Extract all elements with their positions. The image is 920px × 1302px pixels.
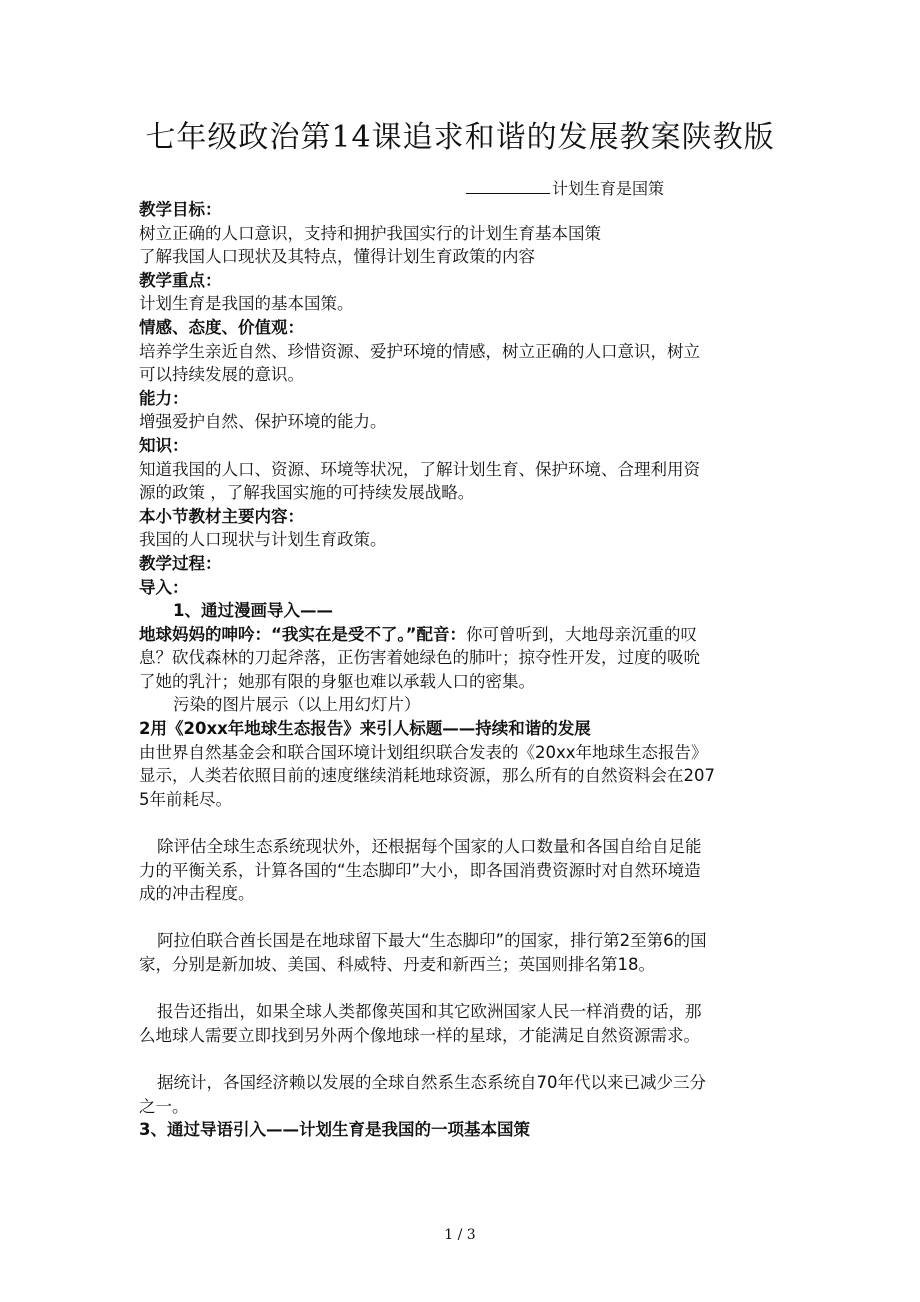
heading-process: 教学过程： <box>139 553 222 573</box>
page-number: 1 / 3 <box>444 1227 476 1243</box>
text-line: 之一。 <box>139 1096 189 1116</box>
heading-ability: 能力： <box>139 388 189 408</box>
text-line: 我国的人口现状与计划生育政策。 <box>139 530 387 550</box>
text-line: 计划生育是我国的基本国策。 <box>139 294 354 314</box>
text-line: 增强爱护自然、保护环境的能力。 <box>139 412 387 432</box>
text-line: 除评估全球生态系统现状外，还根据每个国家的人口数量和各国自给自足能 <box>157 837 702 857</box>
text-line: 树立正确的人口意识，支持和拥护我国实行的计划生育基本国策 <box>139 223 601 243</box>
step-2: 2用《20xx年地球生态报告》来引人标题——持续和谐的发展 <box>139 719 591 739</box>
subtitle-text: 计划生育是国策 <box>552 179 665 198</box>
heading-content: 本小节教材主要内容： <box>139 506 304 526</box>
text-line: 知道我国的人口、资源、环境等状况，了解计划生育、保护环境、合理利用资 <box>139 459 700 479</box>
text-line <box>139 623 779 647</box>
heading-knowledge: 知识： <box>139 435 189 455</box>
text-line: 培养学生亲近自然、珍惜资源、爱护环境的情感，树立正确的人口意识，树立 <box>139 341 700 361</box>
heading-intro: 导入： <box>139 577 189 597</box>
text-line: 报告还指出，如果全球人类都像英国和其它欧洲国家人民一样消费的话，那 <box>157 1002 702 1022</box>
text-line: 家，分别是新加坡、美国、科威特、丹麦和新西兰；英国则排名第18。 <box>139 955 655 974</box>
spacer <box>139 977 779 1001</box>
text-line: 阿拉伯联合酋长国是在地球留下最大“生态脚印”的国家，排行第2至第6的国 <box>157 931 707 951</box>
blank-underline <box>466 179 550 194</box>
heading-goals: 教学目标： <box>139 200 222 219</box>
text-line: 成的冲击程度。 <box>139 884 255 904</box>
text-line: 力的平衡关系，计算各国的“生态脚印”大小，即各国消费资源时对自然环境造 <box>139 860 701 880</box>
text-line: 源的政策 ，了解我国实施的可持续发展战略。 <box>139 483 475 503</box>
earth-bold-lead: 地球妈妈的呻吟：“我实在是受不了。”配音： <box>139 624 466 644</box>
earth-text: 你可曾听到，大地母亲沉重的叹 <box>465 624 697 644</box>
step-3: 3、通过导语引入——计划生育是我国的一项基本国策 <box>139 1120 530 1140</box>
heading-emotion: 情感、态度、价值观： <box>139 317 304 337</box>
text-line: 么地球人需要立即找到另外两个像地球一样的星球，才能满足自然资源需求。 <box>139 1025 700 1045</box>
document-title: 七年级政治第14课追求和谐的发展教案陕教版 <box>145 120 775 155</box>
text-line: 显示，人类若依照目前的速度继续消耗地球资源，那么所有的自然资料会在207 <box>139 766 715 786</box>
text-line: 5年前耗尽。 <box>139 789 232 809</box>
text-line: 可以持续发展的意识。 <box>139 365 304 385</box>
document-body <box>139 198 779 1142</box>
spacer <box>139 1047 779 1071</box>
text-line: 据统计，各国经济赖以发展的全球自然系生态系统自70年代以来已减少三分 <box>157 1072 706 1092</box>
spacer <box>139 811 779 835</box>
heading-focus: 教学重点： <box>139 270 222 290</box>
document-subtitle <box>466 176 664 199</box>
text-line: 了解我国人口现状及其特点，懂得计划生育政策的内容 <box>139 247 535 267</box>
step-1: 1、通过漫画导入—— <box>173 601 333 621</box>
text-line: 息？砍伐森林的刀起斧落，正伤害着她绿色的肺叶；掠夺性开发，过度的吸吮 <box>139 648 700 668</box>
text-line: 了她的乳汁；她那有限的身躯也难以承载人口的密集。 <box>139 671 535 691</box>
text-line: 由世界自然基金会和联合国环境计划组织联合发表的《20xx年地球生态报告》 <box>139 742 708 762</box>
text-line: 污染的图片展示（以上用幻灯片） <box>173 695 421 715</box>
spacer <box>139 906 779 930</box>
